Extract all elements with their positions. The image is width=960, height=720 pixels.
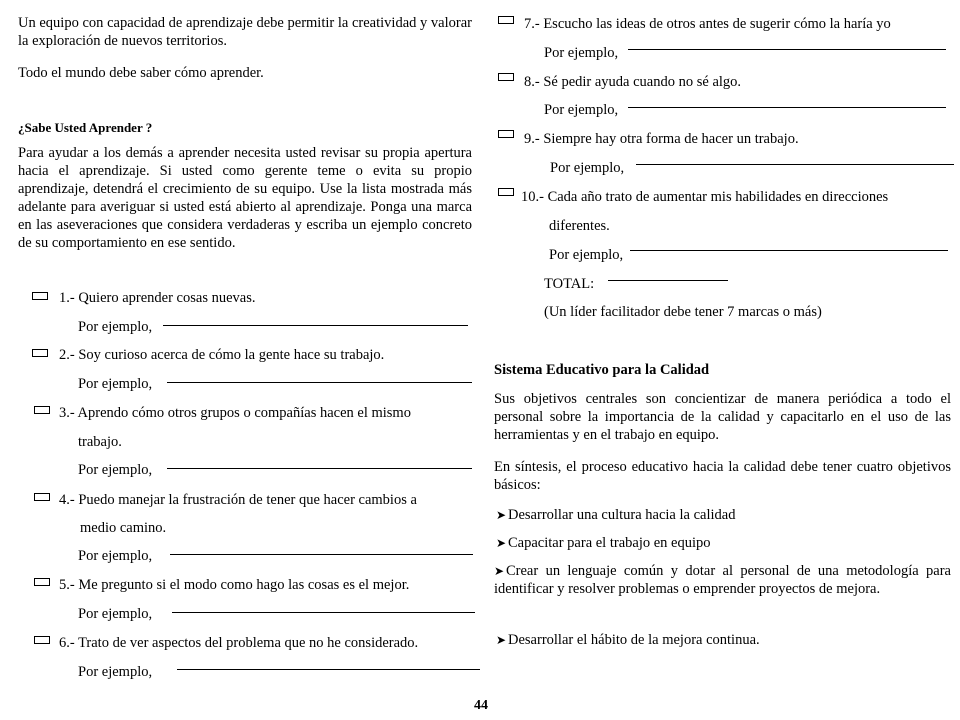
example-answer-line-8[interactable] bbox=[628, 107, 946, 108]
example-label: Por ejemplo, bbox=[544, 45, 619, 61]
example-label: Por ejemplo, bbox=[549, 247, 624, 263]
item-2-text: 2.- Soy curioso acerca de cómo la gente hace su trabajo. bbox=[59, 347, 385, 363]
arrow-bullet-icon: ➤ bbox=[496, 508, 507, 522]
item-10-text: 10.- Cada año trato de aumentar mis habilidades en direcciones bbox=[521, 189, 889, 205]
checkbox-item-3[interactable] bbox=[34, 406, 50, 414]
arrow-bullet-icon: ➤ bbox=[496, 633, 507, 647]
total-note: (Un líder facilitador debe tener 7 marcas o más) bbox=[544, 304, 822, 320]
bullet-item bbox=[496, 507, 735, 524]
example-label: Por ejemplo, bbox=[544, 102, 619, 118]
example-label: Por ejemplo, bbox=[78, 462, 153, 478]
checkbox-item-8[interactable] bbox=[498, 73, 514, 81]
page-number: 44 bbox=[474, 698, 488, 713]
item-7-text: 7.- Escucho las ideas de otros antes de sugerir cómo la haría yo bbox=[524, 16, 891, 32]
item-3-text: 3.- Aprendo cómo otros grupos o compañías hacen el mismo bbox=[59, 405, 411, 421]
checkbox-item-10[interactable] bbox=[498, 188, 514, 196]
example-label: Por ejemplo, bbox=[78, 548, 153, 564]
example-answer-line-10[interactable] bbox=[630, 250, 948, 251]
checkbox-item-7[interactable] bbox=[498, 16, 514, 24]
item-4-text: 4.- Puedo manejar la frustración de tener que hacer cambios a bbox=[59, 492, 417, 508]
bullet-text: Capacitar para el trabajo en equipo bbox=[508, 535, 711, 551]
checkbox-item-5[interactable] bbox=[34, 578, 50, 586]
instructions-paragraph: Para ayudar a los demás a aprender necesita usted revisar su propia apertura hacia el aprendizaje. Si usted como gerente teme o evita su propio aprendizaje, detendrá el crecimiento de su equipo. Use la lista mostrada más adelante para averiguar si usted está abierto al aprendizaje. Ponga una marca en las aseveraciones que considera verdaderas y escriba un ejemplo concreto de su comportamiento en ese sentido. bbox=[18, 145, 472, 251]
bullet-text: Desarrollar el hábito de la mejora continua. bbox=[508, 632, 760, 648]
bullet-text: Desarrollar una cultura hacia la calidad bbox=[508, 507, 736, 523]
item-10-continuation: diferentes. bbox=[549, 218, 610, 234]
checkbox-item-6[interactable] bbox=[34, 636, 50, 644]
section-heading: ¿Sabe Usted Aprender ? bbox=[18, 120, 153, 135]
example-label: Por ejemplo, bbox=[550, 160, 625, 176]
bullet-item bbox=[496, 632, 760, 649]
example-answer-line-7[interactable] bbox=[628, 49, 946, 50]
checkbox-item-9[interactable] bbox=[498, 130, 514, 138]
example-label: Por ejemplo, bbox=[78, 376, 153, 392]
example-answer-line-6[interactable] bbox=[177, 669, 480, 670]
example-answer-line-2[interactable] bbox=[167, 382, 472, 383]
checkbox-item-4[interactable] bbox=[34, 493, 50, 501]
section-paragraph: Sus objetivos centrales son concientizar de manera periódica a todo el personal sobre la importancia de la calidad y capacitarlo en el uso de las herramientas y en el trabajo en equipo. bbox=[494, 391, 951, 443]
section-title: Sistema Educativo para la Calidad bbox=[494, 362, 710, 378]
example-answer-line-5[interactable] bbox=[172, 612, 475, 613]
item-4-continuation: medio camino. bbox=[80, 520, 167, 536]
intro-sentence: Todo el mundo debe saber cómo aprender. bbox=[18, 65, 264, 81]
total-label: TOTAL: bbox=[544, 276, 595, 292]
item-8-text: 8.- Sé pedir ayuda cuando no sé algo. bbox=[524, 74, 742, 90]
item-3-continuation: trabajo. bbox=[78, 434, 122, 450]
example-label: Por ejemplo, bbox=[78, 606, 153, 622]
example-label: Por ejemplo, bbox=[78, 319, 153, 335]
section-paragraph: En síntesis, el proceso educativo hacia la calidad debe tener cuatro objetivos básicos: bbox=[494, 459, 951, 493]
total-answer-line[interactable] bbox=[608, 280, 728, 281]
example-answer-line-3[interactable] bbox=[167, 468, 472, 469]
intro-paragraph: Un equipo con capacidad de aprendizaje debe permitir la creatividad y valorar la exploración de nuevos territorios. bbox=[18, 15, 472, 49]
bullet-item bbox=[494, 562, 951, 598]
bullet-item bbox=[496, 535, 711, 552]
arrow-bullet-icon: ➤ bbox=[496, 536, 507, 550]
item-1-text: 1.- Quiero aprender cosas nuevas. bbox=[59, 290, 256, 306]
item-9-text: 9.- Siempre hay otra forma de hacer un trabajo. bbox=[524, 131, 799, 147]
example-answer-line-4[interactable] bbox=[170, 554, 473, 555]
item-6-text: 6.- Trato de ver aspectos del problema que no he considerado. bbox=[59, 635, 419, 651]
item-5-text: 5.- Me pregunto si el modo como hago las cosas es el mejor. bbox=[59, 577, 410, 593]
example-label: Por ejemplo, bbox=[78, 664, 153, 680]
bullet-text: Crear un lenguaje común y dotar al personal de una metodología para identificar y resolver problemas o emprender proyectos de mejora. bbox=[494, 563, 951, 597]
checkbox-item-1[interactable] bbox=[32, 292, 48, 300]
example-answer-line-9[interactable] bbox=[636, 164, 954, 165]
example-answer-line-1[interactable] bbox=[163, 325, 468, 326]
checkbox-item-2[interactable] bbox=[32, 349, 48, 357]
arrow-bullet-icon: ➤ bbox=[494, 564, 505, 578]
